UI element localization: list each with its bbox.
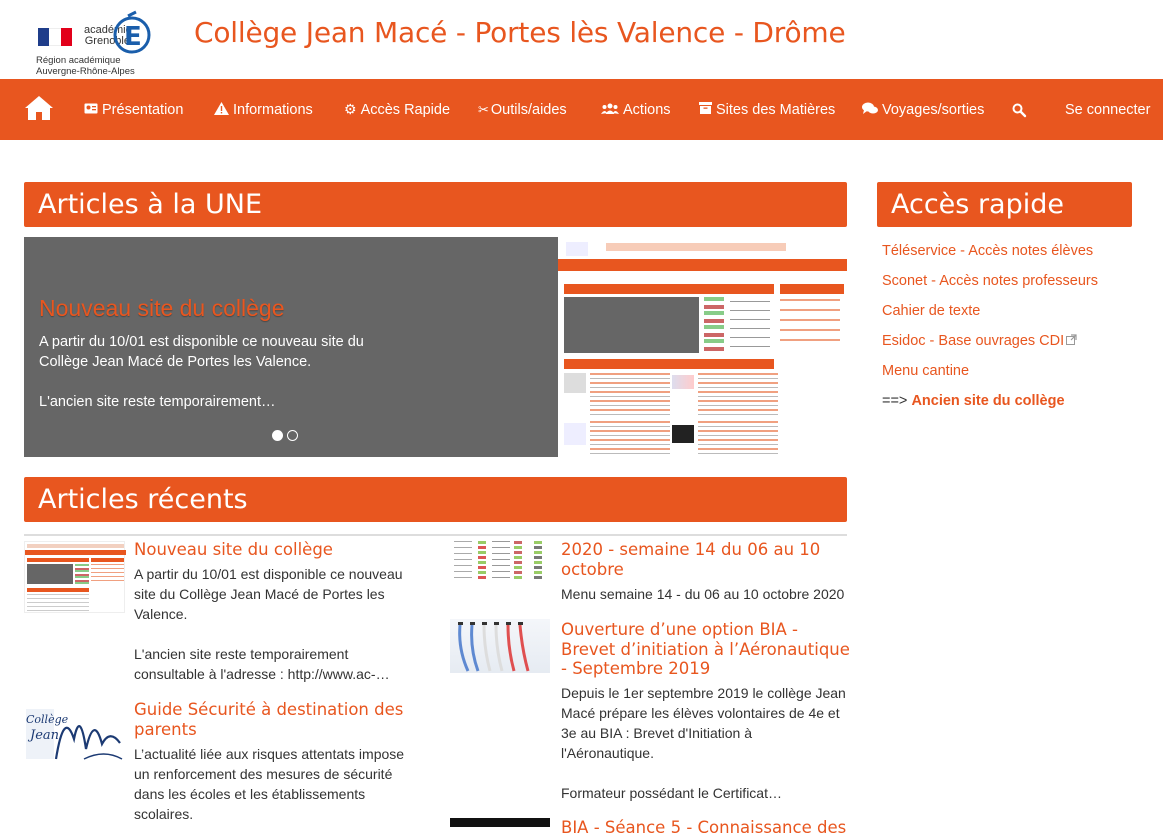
sidebar-link-menu-cantine[interactable]: Menu cantine xyxy=(882,363,970,379)
svg-text:Jean: Jean xyxy=(30,728,60,743)
academie-name: académie Grenoble xyxy=(84,24,132,47)
article-excerpt: Depuis le 1er septembre 2019 le collège Jean Macé prépare les élèves volontaires de 4e et 3e au BIA : Brevet d'Initiation à l'Aéronautique. Formateur possédant le Certificat… xyxy=(561,685,846,801)
article-title[interactable]: Guide Sécurité à destination des parents xyxy=(134,700,404,739)
article-excerpt: Menu semaine 14 - du 06 au 10 octobre 2020 xyxy=(561,586,845,602)
cogs-icon: ⚙ xyxy=(344,101,357,117)
carousel-caption xyxy=(39,295,379,412)
nav-actions[interactable]: Actions xyxy=(601,79,671,140)
republique-flag xyxy=(38,28,72,46)
nav-outils-aides[interactable]: ✂ Outils/aides xyxy=(478,101,567,118)
carousel-slide-body: A partir du 10/01 est disponible ce nouveau site du Collège Jean Macé de Portes les Valence. L'ancien site reste temporairement… xyxy=(39,334,364,410)
une-heading: Articles à la UNE xyxy=(24,182,847,227)
site-header xyxy=(0,0,1163,79)
sidebar-link-teleservice[interactable]: Téléservice - Accès notes élèves xyxy=(882,243,1094,259)
archive-icon xyxy=(699,102,712,117)
nav-voyages-sorties[interactable]: Voyages/sorties xyxy=(862,79,984,140)
old-site-link[interactable]: Ancien site du collège xyxy=(911,393,1065,409)
article-thumbnail[interactable] xyxy=(450,818,550,827)
svg-text:Collège: Collège xyxy=(26,713,69,726)
users-icon xyxy=(601,102,619,117)
carousel-slide-title[interactable]: Nouveau site du collège xyxy=(39,295,285,321)
search-icon[interactable] xyxy=(1012,79,1026,140)
article-title[interactable]: Ouverture d’une option BIA - Brevet d’initiation à l’Aéronautique - Septembre 2019 xyxy=(561,620,850,678)
article-thumbnail[interactable] xyxy=(450,619,550,673)
article-thumbnail[interactable] xyxy=(450,539,550,581)
une-carousel[interactable] xyxy=(24,237,847,457)
carousel-dots xyxy=(272,430,298,441)
carousel-slide-image[interactable] xyxy=(558,237,847,457)
home-icon[interactable] xyxy=(24,94,54,122)
id-card-icon xyxy=(84,102,98,117)
academie-logo[interactable] xyxy=(34,8,164,78)
warning-icon xyxy=(214,102,229,118)
svg-text:E: E xyxy=(124,22,142,52)
sidebar-link-esidoc[interactable]: Esidoc - Base ouvrages CDI xyxy=(882,333,1077,349)
scissors-icon: ✂ xyxy=(478,101,489,117)
login-link[interactable]: Se connecter xyxy=(1065,101,1151,118)
site-title[interactable]: Collège Jean Macé - Portes lès Valence - Drôme xyxy=(194,16,846,49)
carousel-dot-1[interactable] xyxy=(272,430,283,441)
comments-icon xyxy=(862,102,878,118)
article-thumbnail[interactable] xyxy=(24,699,125,773)
region-academique: Région académique Auvergne-Rhône-Alpes xyxy=(36,55,135,77)
acces-rapide-heading: Accès rapide xyxy=(877,182,1132,227)
academie-e-icon xyxy=(110,10,152,56)
external-link-icon xyxy=(1066,334,1077,345)
divider xyxy=(24,534,847,536)
arrow-prefix: ==> xyxy=(882,393,908,409)
main-nav xyxy=(0,79,1163,140)
carousel-dot-2[interactable] xyxy=(287,430,298,441)
article-excerpt: L’actualité liée aux risques attentats impose un renforcement des mesures de sécurité dans les écoles et les établissements scolaires. xyxy=(134,746,405,822)
article-title[interactable]: 2020 - semaine 14 du 06 au 10 octobre xyxy=(561,540,821,579)
nav-presentation[interactable]: Présentation xyxy=(84,79,183,140)
nav-sites-matieres[interactable]: Sites des Matières xyxy=(699,79,835,140)
article-title[interactable]: Nouveau site du collège xyxy=(134,540,333,559)
article-title[interactable]: BIA - Séance 5 - Connaissance des xyxy=(561,818,847,837)
nav-acces-rapide[interactable]: ⚙ Accès Rapide xyxy=(344,101,451,118)
article-excerpt: A partir du 10/01 est disponible ce nouveau site du Collège Jean Macé de Portes les Valence. L'ancien site reste temporairement consultable à l'adresse : http://www.ac-… xyxy=(134,566,403,682)
sidebar-link-cahier-texte[interactable]: Cahier de texte xyxy=(882,303,981,319)
nav-informations[interactable]: Informations xyxy=(214,79,313,140)
college-logo-image xyxy=(24,699,124,771)
sidebar-link-sconet[interactable]: Sconet - Accès notes professeurs xyxy=(882,273,1098,289)
article-thumbnail[interactable] xyxy=(24,541,125,613)
recents-heading: Articles récents xyxy=(24,477,847,522)
sidebar-old-site xyxy=(882,393,1065,409)
